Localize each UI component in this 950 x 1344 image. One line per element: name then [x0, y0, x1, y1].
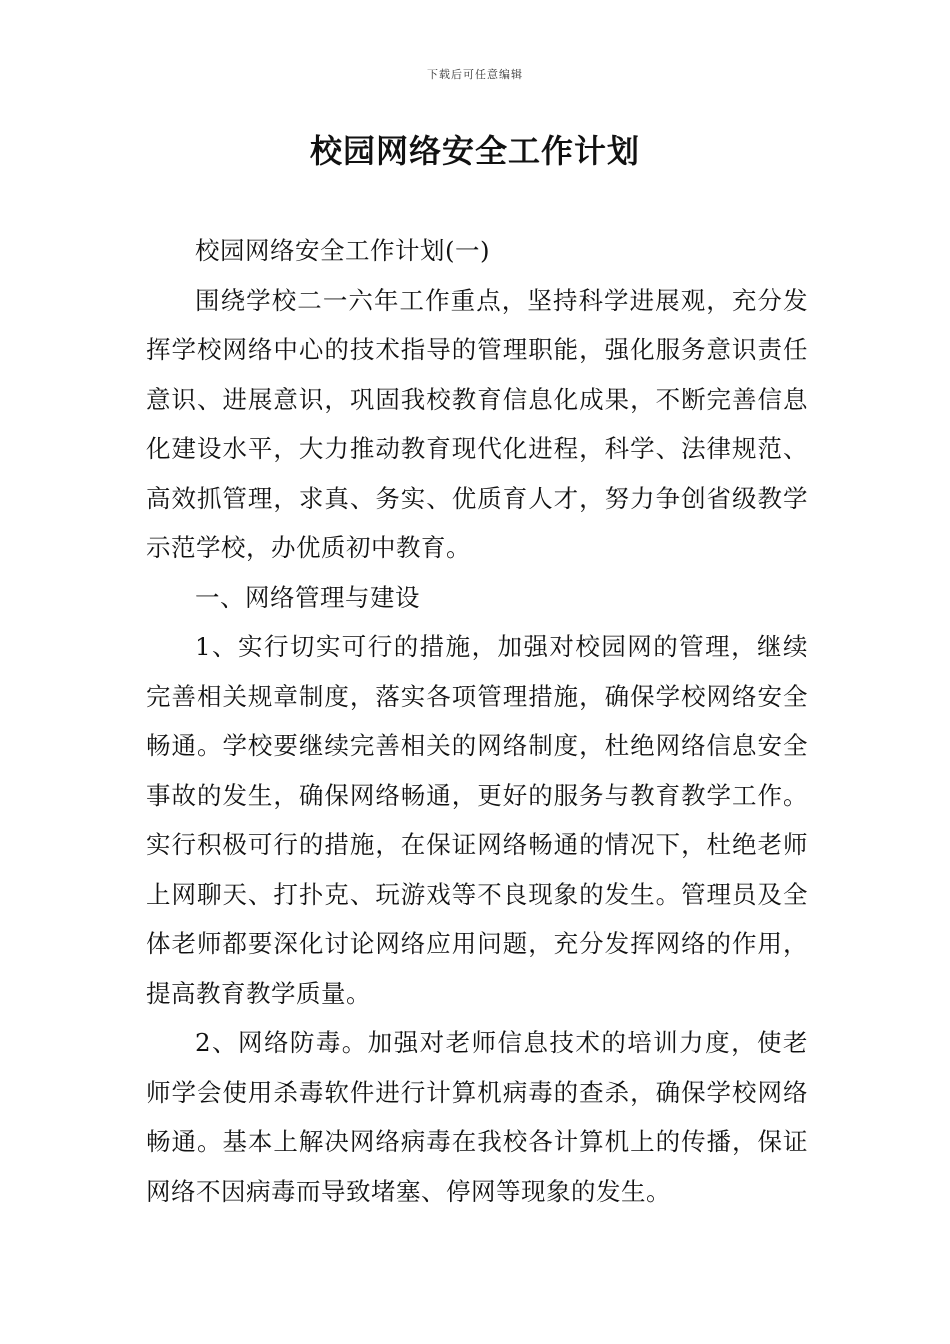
- paragraph-item-1: 1、实行切实可行的措施，加强对校园网的管理，继续完善相关规章制度，落实各项管理措施，确保学校网络安全畅通。学校要继续完善相关的网络制度，杜绝网络信息安全事故的发生，确保网络畅通，更好的服务与教育教学工作。实行积极可行的措施，在保证网络畅通的情况下，杜绝老师上网聊天、打扑克、玩游戏等不良现象的发生。管理员及全体老师都要深化讨论网络应用问题，充分发挥网络的作用，提高教育教学质量。: [146, 632, 808, 1008]
- document-title: 校园网络安全工作计划: [309, 132, 640, 170]
- document-body: [146, 226, 808, 1216]
- section-heading-network-management: 一、网络管理与建设: [195, 582, 420, 612]
- paragraph-item-2: 2、网络防毒。加强对老师信息技术的培训力度，使老师学会使用杀毒软件进行计算机病毒的查杀，确保学校网络畅通。基本上解决网络病毒在我校各计算机上的传播，保证网络不因病毒而导致堵塞、停网等现象的发生。: [146, 1028, 808, 1206]
- paragraph-subtitle: 校园网络安全工作计划(一): [195, 236, 491, 265]
- header-note: 下载后可任意编辑: [427, 68, 523, 81]
- paragraph-intro: 围绕学校二一六年工作重点，坚持科学进展观，充分发挥学校网络中心的技术指导的管理职能，强化服务意识责任意识、进展意识，巩固我校教育信息化成果，不断完善信息化建设水平，大力推动教育现代化进程，科学、法律规范、高效抓管理，求真、务实、优质育人才，努力争创省级教学示范学校，办优质初中教育。: [146, 285, 808, 562]
